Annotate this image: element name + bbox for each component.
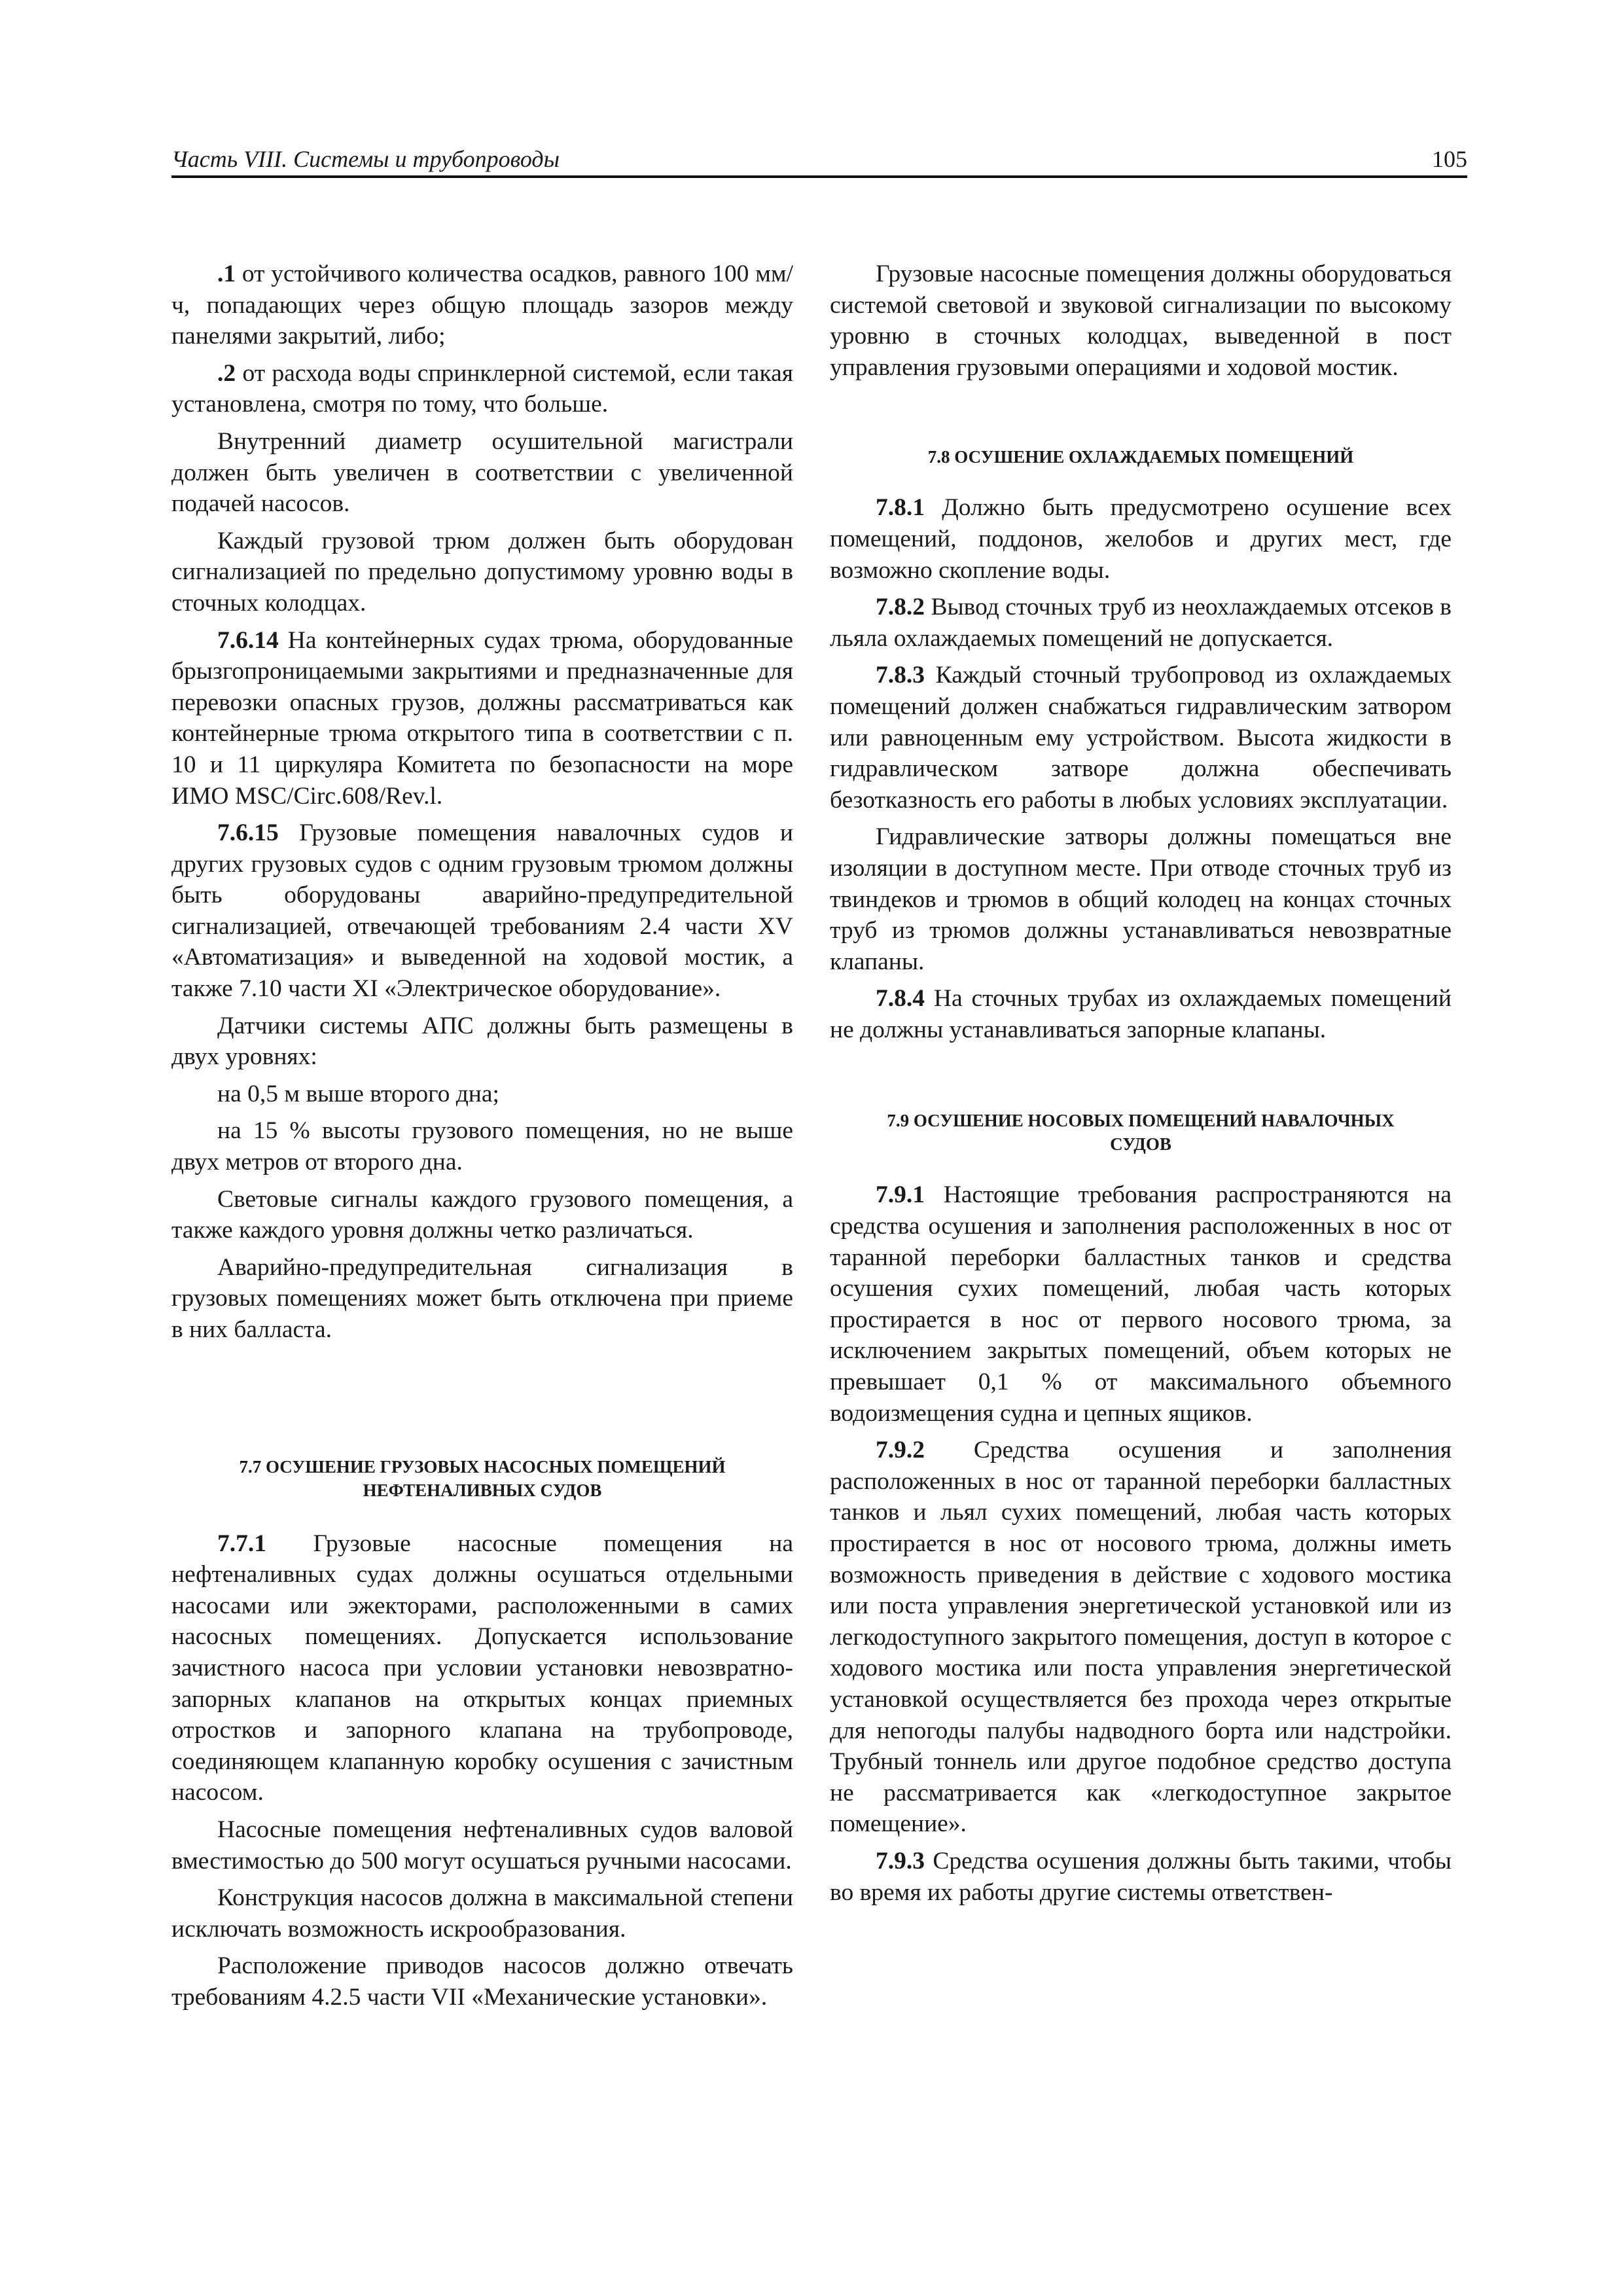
page-number: 105	[1432, 146, 1467, 172]
paragraph: Аварийно-предупредительная сигнализация в грузовых помещениях может быть отключена при приеме в них балласта.	[171, 1253, 793, 1343]
paragraph-7-8-4: 7.8.4 На сточных трубах из охлаждаемых помещений не должны устанавливаться запорные клапаны.	[830, 985, 1452, 1043]
paragraph-7-7-1: 7.7.1 Грузовые насосные помещения на нефтеналивных судах должны осушаться отдельными насосами или эжекторами, расположенными в самих насосных помещениях. Допускается использование зачистного насоса при условии установки невозвратно-запорных клапанов на открытых концах приемных отростков и запорного клапана на трубопроводе, соединяющем клапанную коробку осушения с зачистным насосом.	[171, 1530, 793, 1806]
running-title: Часть VIII. Системы и трубопроводы	[171, 146, 560, 172]
paragraph: Каждый грузовой трюм должен быть оборудован сигнализацией по предельно допустимому уровню воды в сточных колодцах.	[171, 527, 793, 617]
paragraph: Расположение приводов насосов должно отвечать требованиям 4.2.5 части VII «Механические установки».	[171, 1952, 793, 2011]
paragraph: Грузовые насосные помещения должны оборудоваться системой световой и звуковой сигнализации по высокому уровню в сточных колодцах, выведенной в пост управления грузовыми операциями и ходовой мостик.	[830, 260, 1452, 381]
paragraph: Внутренний диаметр осушительной магистрали должен быть увеличен в соответствии с увеличенной подачей насосов.	[171, 427, 793, 518]
right-column	[830, 259, 1452, 1914]
section-spacer	[171, 1352, 793, 1455]
paragraph-7-6-14: 7.6.14 На контейнерных судах трюма, оборудованные брызгопроницаемыми закрытиями и предназначенные для перевозки опасных грузов, должны рассматриваться как контейнерные трюма открытого типа в соответствии с п. 10 и 11 циркуляра Комитета по безопасности на море ИМО MSC/Circ.608/Rev.l.	[171, 626, 793, 810]
left-column	[171, 259, 793, 2019]
paragraph: Конструкция насосов должна в максимальной степени исключать возможность искрообразования.	[171, 1884, 793, 1943]
paragraph-7-8-2: 7.8.2 Вывод сточных труб из неохлаждаемых отсеков в льяла охлаждаемых помещений не допускается.	[830, 594, 1452, 652]
paragraph: Световые сигналы каждого грузового помещения, а также каждого уровня должны четко различаться.	[171, 1185, 793, 1244]
paragraph: .2 от расхода воды спринклерной системой, если такая установлена, смотря по тому, что больше.	[171, 359, 793, 418]
paragraph-7-6-15: 7.6.15 Грузовые помещения навалочных судов и других грузовых судов с одним грузовым трюмом должны быть оборудованы аварийно-предупредительной сигнализацией, отвечающей требованиям 2.4 части XV «Автоматизация» и выведенной на ходовой мостик, а также 7.10 части XI «Электрическое оборудование».	[171, 819, 793, 1003]
section-heading-7-8: 7.8 ОСУШЕНИЕ ОХЛАЖДАЕМЫХ ПОМЕЩЕНИЙ	[927, 447, 1354, 467]
paragraph: на 0,5 м выше второго дна;	[217, 1080, 499, 1107]
section-heading-7-7: 7.7 ОСУШЕНИЕ ГРУЗОВЫХ НАСОСНЫХ ПОМЕЩЕНИЙ НЕФТЕНАЛИВНЫХ СУДОВ	[239, 1456, 726, 1500]
section-spacer	[830, 1156, 1452, 1179]
paragraph-7-9-1: 7.9.1 Настоящие требования распространяются на средства осушения и заполнения расположенных в нос от таранной переборки балластных танков и средства осушения сухих помещений, любая часть которых простирается в нос от первого носового трюма, за исключением закрытых помещений, объем которых не превышает 0,1 % от максимального объемного водоизмещения судна и цепных ящиков.	[830, 1181, 1452, 1427]
paragraph: Датчики системы АПС должны быть размещены в двух уровнях:	[171, 1012, 793, 1071]
paragraph-7-9-2: 7.9.2 Средства осушения и заполнения расположенных в нос от таранной переборки балластных танков и льял сухих помещений, любая часть которых простирается в нос от носового трюма, должны иметь возможность приведения в действие с ходового мостика или поста управления энергетической установкой или из легкодоступного закрытого помещения, доступ в которое с ходового мостика или поста управления энергетической установкой осуществляется без прохода через открытые для непогоды палубы надводного борта или надстройки. Трубный тоннель или другое подобное средство доступа не рассматривается как «легкодоступное закрытое помещение».	[830, 1437, 1452, 1838]
paragraph: .1 от устойчивого количества осадков, равного 100 мм/ч, попадающих через общую площадь зазоров между панелями закрытий, либо;	[171, 260, 793, 350]
section-spacer	[171, 1502, 793, 1528]
section-spacer	[830, 389, 1452, 445]
paragraph-7-8-3: 7.8.3 Каждый сточный трубопровод из охлаждаемых помещений должен снабжаться гидравлическим затвором или равноценным ему устройством. Высота жидкости в гидравлическом затворе должна обеспечивать безотказность его работы в любых условиях эксплуатации.	[830, 662, 1452, 814]
section-heading-7-9: 7.9 ОСУШЕНИЕ НОСОВЫХ ПОМЕЩЕНИЙ НАВАЛОЧНЫХ СУДОВ	[887, 1111, 1395, 1155]
page-header	[171, 145, 1467, 174]
paragraph: на 15 % высоты грузового помещения, но не выше двух метров от второго дна.	[171, 1117, 793, 1176]
header-rule	[171, 175, 1467, 178]
paragraph: Гидравлические затворы должны помещаться вне изоляции в доступном месте. При отводе сточных труб из твиндеков и трюмов в общий колодец на концах сточных труб из трюмов должны устанавливаться невозвратные клапаны.	[830, 823, 1452, 975]
paragraph: Насосные помещения нефтеналивных судов валовой вместимостью до 500 могут осушаться ручными насосами.	[171, 1816, 793, 1874]
paragraph-7-8-1: 7.8.1 Должно быть предусмотрено осушение всех помещений, поддонов, желобов и других мест, где возможно скопление воды.	[830, 494, 1452, 584]
section-spacer	[830, 469, 1452, 492]
section-spacer	[830, 1051, 1452, 1109]
paragraph-7-9-3: 7.9.3 Средства осушения должны быть такими, чтобы во время их работы другие системы ответствен-	[830, 1847, 1452, 1906]
